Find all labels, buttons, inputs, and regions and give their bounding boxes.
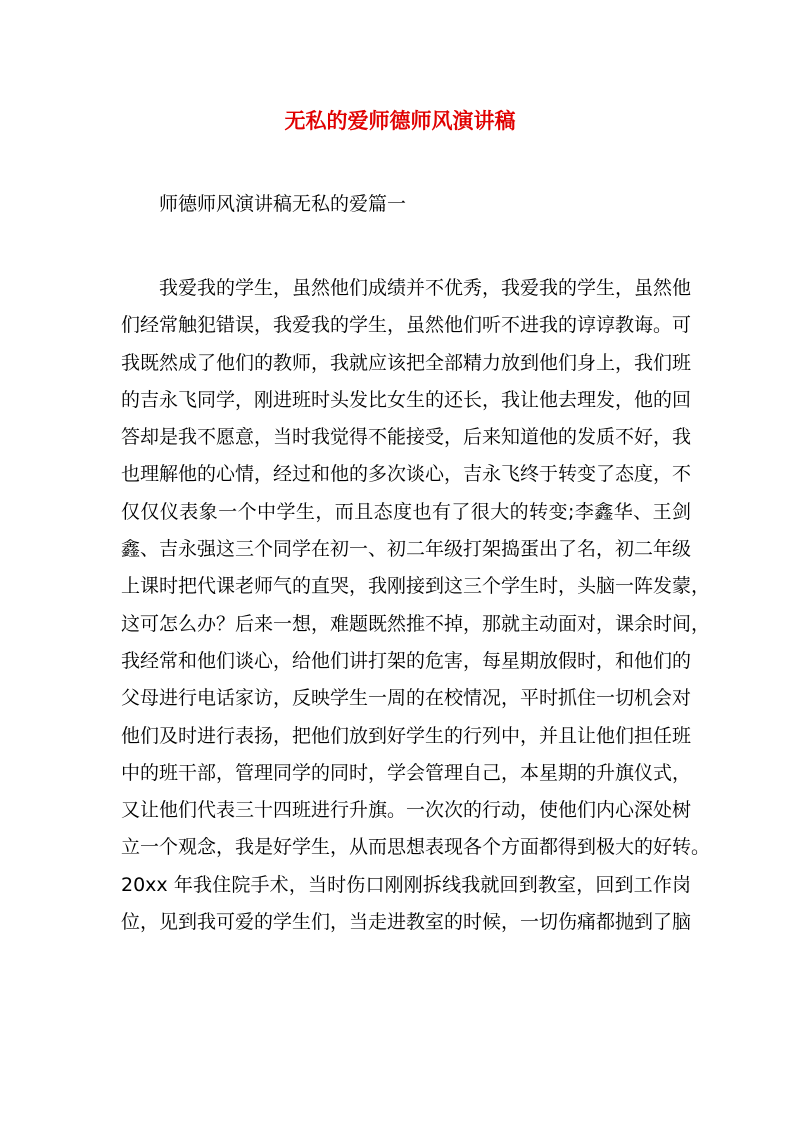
- text-line: 位，见到我可爱的学生们，当走进教室的时候，一切伤痛都抛到了脑: [121, 911, 692, 934]
- text-line: 答却是我不愿意，当时我觉得不能接受，后来知道他的发质不好，我: [121, 426, 692, 449]
- text-line: 们经常触犯错误，我爱我的学生，虽然他们听不进我的谆谆教诲。可: [121, 314, 692, 337]
- text-line: 我经常和他们谈心，给他们讲打架的危害，每星期放假时，和他们的: [121, 649, 692, 672]
- text-line: 他们及时进行表扬，把他们放到好学生的行列中，并且让他们担任班: [121, 724, 692, 747]
- text-line: 20xx 年我住院手术，当时伤口刚刚拆线我就回到教室，回到工作岗: [121, 873, 691, 896]
- text-line: 也理解他的心情，经过和他的多次谈心，吉永飞终于转变了态度，不: [121, 463, 692, 486]
- text-line: 立一个观念，我是好学生，从而思想表现各个方面都得到极大的好转。: [121, 836, 711, 859]
- text-line: 父母进行电话家访，反映学生一周的在校情况，平时抓住一切机会对: [121, 687, 692, 710]
- document-title: 无私的爱师德师风演讲稿: [284, 109, 516, 133]
- text-line: 中的班干部，管理同学的同时，学会管理自己，本星期的升旗仪式，: [121, 761, 692, 784]
- text-line: 上课时把代课老师气的直哭，我刚接到这三个学生时，头脑一阵发蒙，: [121, 575, 711, 598]
- section-heading: 师德师风演讲稿无私的爱篇一: [159, 193, 407, 215]
- text-line: 我既然成了他们的教师，我就应该把全部精力放到他们身上，我们班: [121, 351, 692, 374]
- text-line: 仅仅仪表象一个中学生，而且态度也有了很大的转变;李鑫华、王剑: [121, 500, 691, 523]
- body-paragraph: [121, 270, 711, 941]
- text-line: 又让他们代表三十四班进行升旗。一次次的行动，使他们内心深处树: [121, 799, 692, 822]
- text-line: 的吉永飞同学，刚进班时头发比女生的还长，我让他去理发，他的回: [121, 388, 692, 411]
- text-line: 鑫、吉永强这三个同学在初一、初二年级打架捣蛋出了名，初二年级: [121, 538, 692, 561]
- text-line: 这可怎么办？后来一想，难题既然推不掉，那就主动面对，课余时间，: [121, 612, 711, 635]
- text-line: 我爱我的学生，虽然他们成绩并不优秀，我爱我的学生，虽然他: [159, 277, 692, 299]
